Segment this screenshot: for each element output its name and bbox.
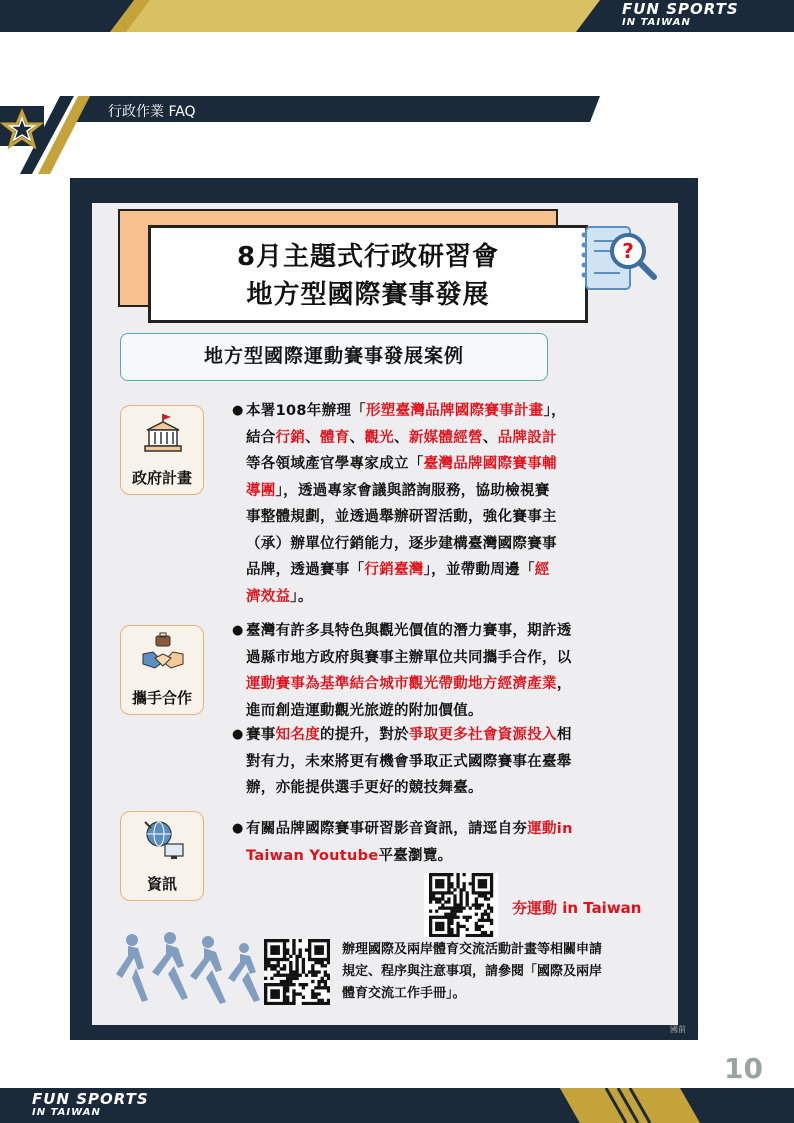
cooperation-box: 攜手合作	[120, 625, 204, 715]
body-text: 」，	[543, 403, 566, 419]
globe-computer-icon	[141, 818, 185, 862]
faq-magnifier-icon	[578, 223, 662, 295]
body-text: 的提升，對於	[320, 727, 409, 743]
highlight-text: 濟效益	[246, 588, 291, 605]
highlight-text: 經	[534, 562, 550, 578]
highlight-text: 品牌設計	[497, 429, 557, 446]
body-text: 、	[482, 429, 498, 446]
paragraph-info	[232, 816, 573, 869]
handbook-note: 辦理國際及兩岸體育交流活動計畫等相關申請 規定、程序與注意事項，請參閱「國際及兩岸 體育交流工作手冊」。	[342, 942, 603, 1001]
highlight-text: 觀光	[364, 429, 395, 446]
footer-brand-logo: FUN SPORTS IN TAIWAN	[32, 1090, 149, 1118]
youtube-qr-code[interactable]	[424, 873, 498, 937]
body-text: 」，透過專家會議與諮詢服務，協助檢視賽	[275, 482, 550, 499]
highlight-text: 爭取更多社會資源投入	[408, 727, 557, 743]
bullet-icon: ●	[232, 727, 244, 742]
section-bar	[0, 96, 600, 174]
body-text: 結合	[246, 429, 276, 446]
bullet-icon: ●	[232, 623, 244, 638]
body-text: 等各領域產官學專家成立「	[246, 456, 424, 472]
highlight-text: 新媒體經營	[408, 429, 483, 446]
body-text: 進而創造運動觀光旅遊的附加價值。	[246, 702, 483, 719]
qr-label: 夯運動 in Taiwan	[512, 899, 642, 917]
body-text: ，	[556, 676, 572, 692]
body-text: 事整體規劃，並透過舉辦研習活動，強化賽事主	[246, 509, 557, 525]
highlight-text: 臺灣品牌國際賽事輔	[423, 456, 557, 472]
highlight-text: 知名度	[275, 727, 321, 743]
body-text: 、	[305, 429, 321, 446]
highlight-text: 形塑臺灣品牌國際賽事計畫	[365, 403, 544, 419]
runners-silhouette-image	[108, 928, 268, 1013]
highlight-text: 運動賽事為基準結合城市觀光帶動地方經濟產業	[246, 676, 557, 692]
poster-title: 8月主題式行政研習會 地方型國際賽事發展	[148, 225, 588, 323]
bullet-icon: ●	[232, 403, 244, 418]
highlight-text: 運動in	[527, 821, 573, 837]
paragraph-cooperation	[232, 618, 572, 724]
body-text: 賽事	[246, 727, 276, 743]
gov-plan-box: 政府計畫	[120, 405, 204, 495]
highlight-text: 導團	[246, 482, 276, 499]
body-text: 對有力，未來將更有機會爭取正式國際賽事在臺舉	[246, 753, 572, 770]
body-text: 品牌，透過賽事「	[246, 562, 365, 578]
body-text: 」。	[290, 588, 313, 605]
svg-text:?: ?	[622, 239, 634, 263]
poster-inner	[92, 203, 678, 1025]
section-title: 行政作業 FAQ	[108, 104, 196, 120]
poster-subtitle: 地方型國際運動賽事發展案例	[120, 333, 548, 381]
handshake-icon	[141, 632, 185, 676]
poster	[70, 178, 698, 1040]
handbook-qr-code[interactable]	[264, 939, 330, 1005]
tiny-mark: 國前	[670, 1025, 686, 1034]
body-text: 臺灣有許多具特色與觀光價值的潛力賽事，期許透	[246, 623, 572, 639]
body-text: （承）辦單位行銷能力，逐步建構臺灣國際賽事	[246, 535, 557, 552]
body-text: 過縣市地方政府與賽事主辦單位共同攜手合作，以	[246, 649, 572, 666]
body-text: 」，並帶動周邊「	[423, 562, 535, 578]
highlight-text: Taiwan Youtube	[246, 847, 379, 864]
info-box: 資訊	[120, 811, 204, 901]
body-text: 平臺瀏覽。	[378, 847, 453, 864]
body-text: 有關品牌國際賽事研習影音資訊，請逕自夯	[246, 821, 528, 837]
body-text: 本署108年辦理「	[246, 403, 366, 419]
header-brand-logo: FUN SPORTS IN TAIWAN	[622, 0, 739, 28]
highlight-text: 行銷臺灣	[364, 562, 424, 578]
body-text: 、	[394, 429, 409, 446]
page-number: 10	[724, 1052, 763, 1085]
highlight-text: 體育	[320, 429, 350, 446]
highlight-text: 行銷	[275, 429, 306, 446]
government-building-icon	[141, 412, 185, 456]
paragraph-gov-plan	[232, 398, 566, 610]
body-text: 相	[556, 727, 572, 743]
body-text: 辦，亦能提供選手更好的競技舞臺。	[246, 780, 483, 796]
paragraph-visibility	[232, 722, 572, 802]
bullet-icon: ●	[232, 821, 244, 836]
body-text: 、	[349, 429, 365, 446]
